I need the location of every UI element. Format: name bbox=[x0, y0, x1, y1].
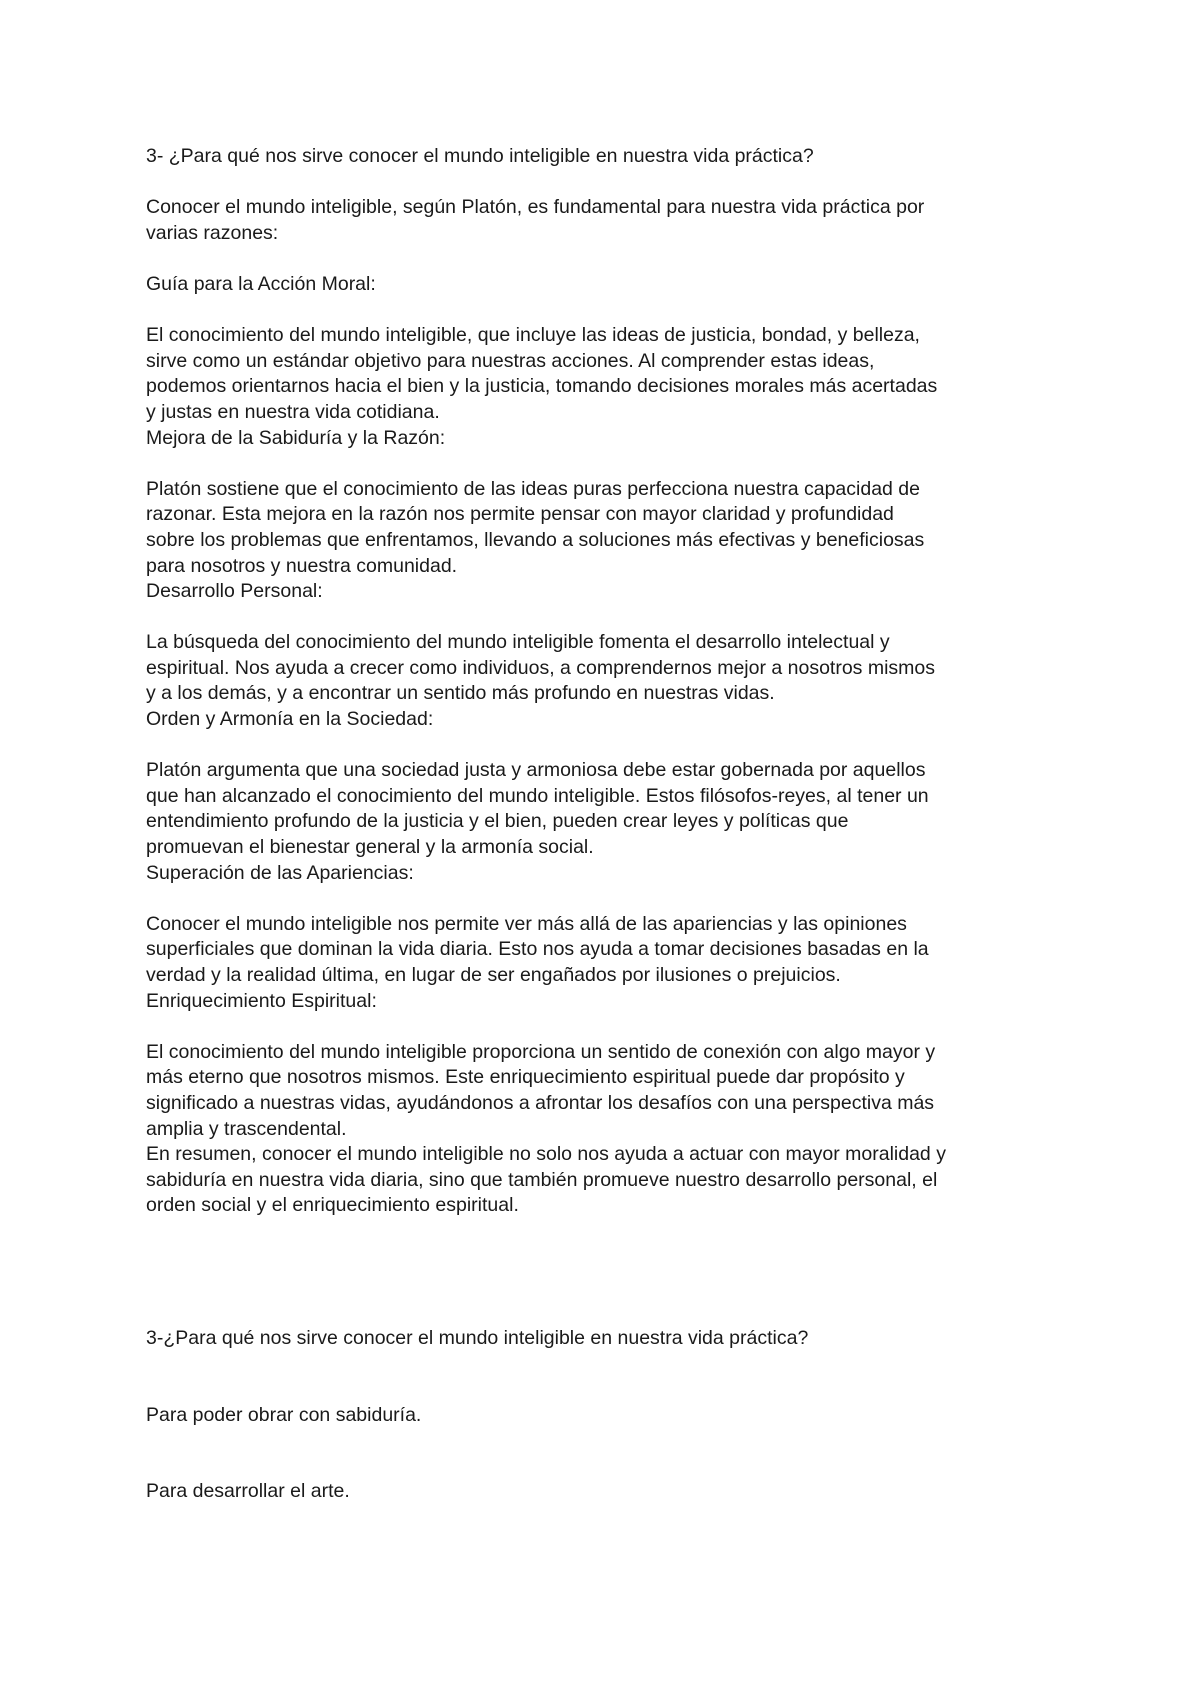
paragraph-line: podemos orientarnos hacia el bien y la justicia, tomando decisiones morales más acertadas bbox=[146, 375, 938, 398]
paragraph-line: sobre los problemas que enfrentamos, llevando a soluciones más efectivas y beneficiosas bbox=[146, 528, 925, 551]
paragraph-line: y justas en nuestra vida cotidiana. bbox=[146, 400, 440, 423]
summary-line: En resumen, conocer el mundo inteligible no solo nos ayuda a actuar con mayor moralidad y bbox=[146, 1143, 946, 1166]
question-heading: 3- ¿Para qué nos sirve conocer el mundo inteligible en nuestra vida práctica? bbox=[146, 145, 814, 167]
paragraph-line: que han alcanzado el conocimiento del mundo inteligible. Estos filósofos-reyes, al tener un bbox=[146, 784, 929, 807]
section-heading-orden: Orden y Armonía en la Sociedad: bbox=[146, 708, 434, 731]
summary-line: orden social y el enriquecimiento espiritual. bbox=[146, 1194, 519, 1217]
paragraph-line: más eterno que nosotros mismos. Este enriquecimiento espiritual puede dar propósito y bbox=[146, 1066, 905, 1089]
section-heading-moral: Guía para la Acción Moral: bbox=[146, 272, 376, 295]
paragraph-line: La búsqueda del conocimiento del mundo inteligible fomenta el desarrollo intelectual y bbox=[146, 631, 890, 654]
paragraph-line: Conocer el mundo inteligible nos permite ver más allá de las apariencias y las opiniones bbox=[146, 912, 907, 935]
paragraph-line: Platón sostiene que el conocimiento de las ideas puras perfecciona nuestra capacidad de bbox=[146, 477, 921, 500]
answer-arte: Para desarrollar el arte. bbox=[146, 1480, 350, 1503]
paragraph-line: superficiales que dominan la vida diaria. Esto nos ayuda a tomar decisiones basadas en la bbox=[146, 938, 929, 961]
paragraph-desarrollo bbox=[146, 630, 1076, 707]
paragraph-line: El conocimiento del mundo inteligible, que incluye las ideas de justicia, bondad, y belleza, bbox=[146, 324, 920, 347]
answer-sabiduria: Para poder obrar con sabiduría. bbox=[146, 1403, 422, 1426]
section-heading-sabiduria: Mejora de la Sabiduría y la Razón: bbox=[146, 426, 446, 449]
paragraph-line: y a los demás, y a encontrar un sentido más profundo en nuestras vidas. bbox=[146, 682, 775, 705]
paragraph-line: verdad y la realidad última, en lugar de ser engañados por ilusiones o prejuicios. bbox=[146, 964, 841, 986]
paragraph-line: espiritual. Nos ayuda a crecer como individuos, a comprendernos mejor a nosotros mismos bbox=[146, 656, 936, 679]
section-heading-apariencias: Superación de las Apariencias: bbox=[146, 861, 414, 884]
intro-paragraph bbox=[146, 195, 1076, 246]
paragraph-moral bbox=[146, 323, 1076, 425]
paragraph-orden bbox=[146, 758, 1076, 860]
paragraph-line: El conocimiento del mundo inteligible proporciona un sentido de conexión con algo mayor y bbox=[146, 1040, 936, 1063]
paragraph-line: entendimiento profundo de la justicia y el bien, pueden crear leyes y políticas que bbox=[146, 810, 849, 833]
section-heading-espiritual: Enriquecimiento Espiritual: bbox=[146, 989, 377, 1012]
section-heading-desarrollo: Desarrollo Personal: bbox=[146, 580, 323, 603]
summary-paragraph bbox=[146, 1142, 1076, 1219]
intro-line: Conocer el mundo inteligible, según Platón, es fundamental para nuestra vida práctica por bbox=[146, 196, 925, 219]
document-page bbox=[146, 144, 1076, 1505]
summary-line: sabiduría en nuestra vida diaria, sino que también promueve nuestro desarrollo personal, el bbox=[146, 1168, 938, 1191]
paragraph-line: razonar. Esta mejora en la razón nos permite pensar con mayor claridad y profundidad bbox=[146, 503, 894, 526]
paragraph-line: sirve como un estándar objetivo para nuestras acciones. Al comprender estas ideas, bbox=[146, 349, 875, 372]
paragraph-apariencias bbox=[146, 912, 1076, 989]
paragraph-line: Platón argumenta que una sociedad justa y armoniosa debe estar gobernada por aquellos bbox=[146, 759, 926, 782]
paragraph-line: significado a nuestras vidas, ayudándonos a afrontar los desafíos con una perspectiva más bbox=[146, 1091, 935, 1114]
paragraph-line: promuevan el bienestar general y la armonía social. bbox=[146, 836, 594, 859]
paragraph-sabiduria bbox=[146, 477, 1076, 579]
paragraph-espiritual bbox=[146, 1040, 1076, 1142]
intro-line: varias razones: bbox=[146, 221, 279, 244]
paragraph-line: amplia y trascendental. bbox=[146, 1117, 347, 1140]
paragraph-line: para nosotros y nuestra comunidad. bbox=[146, 554, 458, 577]
second-question-heading: 3-¿Para qué nos sirve conocer el mundo inteligible en nuestra vida práctica? bbox=[146, 1326, 809, 1349]
